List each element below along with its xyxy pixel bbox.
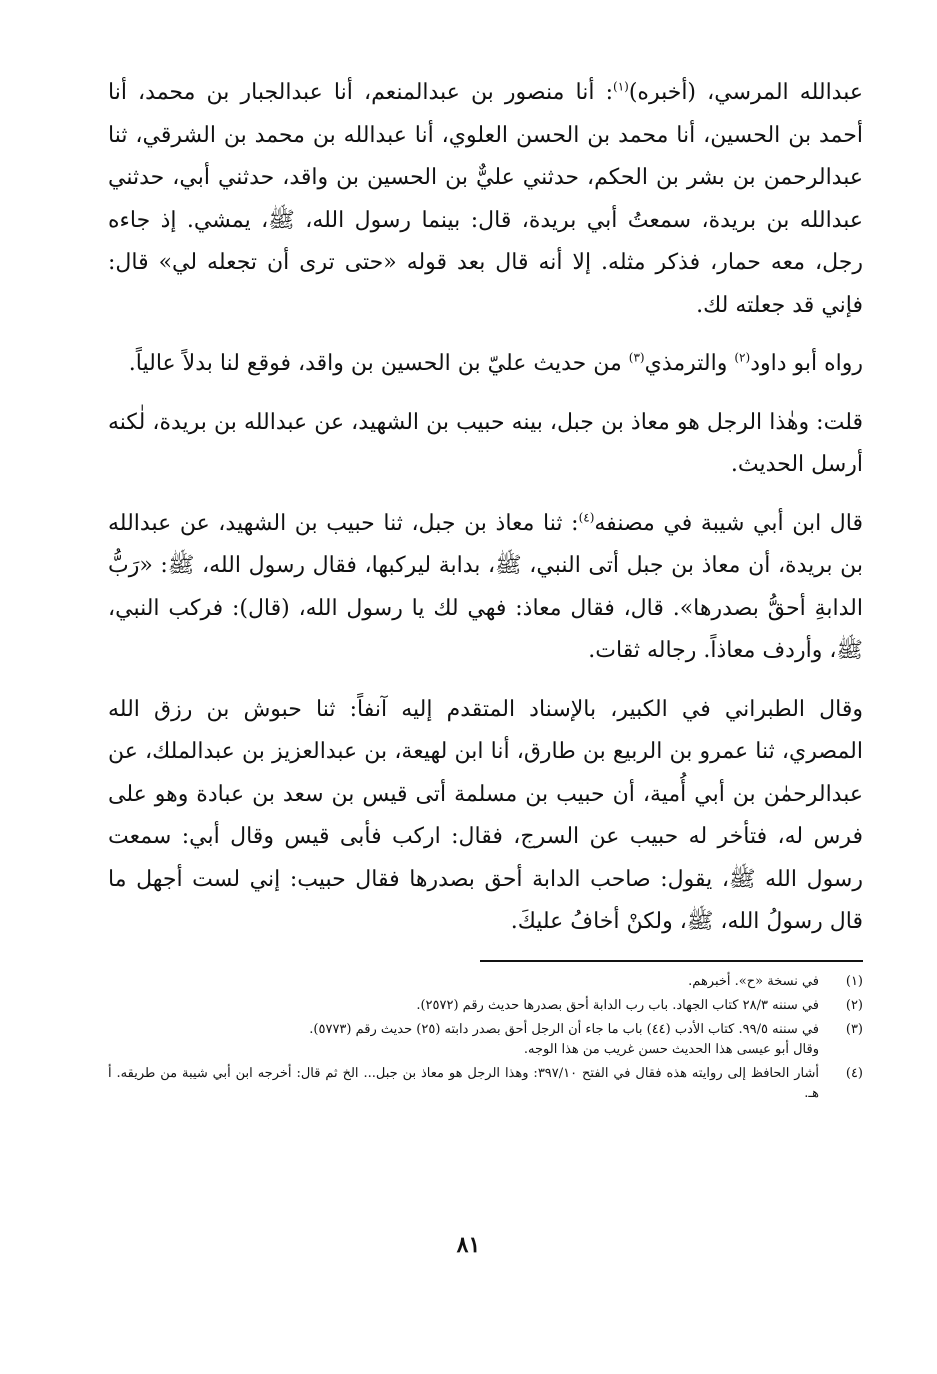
footnote-ref-2[interactable]: (٢) xyxy=(734,350,751,365)
text: قلت: وهٰذا الرجل هو معاذ بن جبل، بينه حبيب بن الشهيد، عن عبدالله بن بريدة، لٰكنه أرسل الحديث. xyxy=(108,409,863,477)
footnote-number: (٤) xyxy=(845,1065,863,1081)
paragraph-isnad xyxy=(108,72,863,327)
footnote-line: أشار الحافظ إلى روايته هذه فقال في الفتح ٣٩٧/١٠: وهذا الرجل هو معاذ بن جبل... الخ ثم قال: أخرجه ابن أبي شيبة من طريقه. أ هـ. xyxy=(108,1065,819,1101)
footnote-line: في سننه ٢٨/٣ كتاب الجهاد. باب رب الدابة أحق بصدرها حديث رقم (٢٥٧٢). xyxy=(416,997,819,1013)
footnote-ref-4[interactable]: (٤) xyxy=(578,510,595,525)
footnote-line: وقال أبو عيسى هذا الحديث حسن غريب من هذا الوجه. xyxy=(523,1041,819,1057)
paragraph-qultu xyxy=(108,402,863,487)
footnotes xyxy=(108,972,863,1104)
paragraph-tabarani xyxy=(108,689,863,944)
footnote-number: (١) xyxy=(845,973,863,989)
footnote-text xyxy=(108,996,819,1016)
footnote-number: (٣) xyxy=(845,1021,863,1037)
text: من حديث عليّ بن الحسين بن واقد، فوقع لنا بدلاً عالياً. xyxy=(128,351,629,376)
footnote-line: في نسخة «ح». أخبرهم. xyxy=(688,973,819,989)
footnote-ref-1[interactable]: (١) xyxy=(613,79,629,94)
footnote-number: (٢) xyxy=(845,997,863,1013)
text: رواه أبو داود xyxy=(750,351,863,376)
text: والترمذي xyxy=(644,351,735,376)
footnote-3 xyxy=(108,1020,863,1060)
footnote-2 xyxy=(108,996,863,1016)
footnote-line: في سننه ٩٩/٥. كتاب الأدب (٤٤) باب ما جاء أن الرجل أحق بصدر دابته (٢٥) حديث رقم (٥٧٧٣). xyxy=(309,1021,819,1037)
text: : ثنا معاذ بن جبل، ثنا حبيب بن الشهيد، عن عبدالله بن بريدة، أن معاذ بن جبل أتى النبي، ﷺ، بدابة ليركبها، فقال رسول الله، ﷺ: «رَبُّ الدابةِ أحقُّ بصدرها». قال، فقال معاذ: فهي لك يا رسول الله، (قال): فركب النبي، ﷺ، وأردف معاذاً. رجاله ثقات. xyxy=(108,510,863,663)
paragraph-ibn-abi-shayba xyxy=(108,503,863,673)
text: قال ابن أبي شيبة في مصنفه xyxy=(594,510,864,536)
text: وقال الطبراني في الكبير، بالإسناد المتقدم إليه آنفاً: ثنا حبوش بن رزق الله المصري، ثنا عمرو بن الربيع بن طارق، أنا ابن لهيعة، بن عبدالعزيز بن عبدالملك، عن عبدالرحمٰن بن أبي أُمية، أن حبيب بن مسلمة أتى قيس بن سعد بن عبادة وهو على فرس له، فتأخر له حبيب عن السرج، فقال: اركب فأبى قيس وقال أبي: سمعت رسول الله ﷺ، يقول: صاحب الدابة أحق بصدرها فقال حبيب: إني لست أجهل ما قال رسولُ الله، ﷺ، ولكنْ أخافُ عليكَ. xyxy=(108,696,863,934)
page-number: ٨١ xyxy=(456,1232,481,1258)
footnote-text xyxy=(108,1064,819,1104)
footnote-1 xyxy=(108,972,863,992)
text: عبدالله المرسي، (أخبره) xyxy=(628,80,863,105)
footnote-text xyxy=(108,972,819,992)
paragraph-riwaya xyxy=(108,343,863,386)
footnote-ref-3[interactable]: (٣) xyxy=(628,350,645,365)
text: : أنا منصور بن عبدالمنعم، أنا عبدالجبار بن محمد، أنا أحمد بن الحسين، أنا محمد بن الحسن العلوي، أنا عبدالله بن محمد بن الشرقي، ثنا عبدالرحمن بن بشر بن الحكم، حدثني عليٌّ بن الحسين بن واقد، حدثني أبي، حدثني عبدالله بن بريدة، سمعتُ أبي بريدة، قال: بينما رسول الله، ﷺ، يمشي. إذ جاءه رجل، معه حمار، فذكر مثله. إلا أنه قال بعد قوله «حتى ترى أن تجعله لي» قال: فإني قد جعلته لك. xyxy=(108,80,863,318)
footnote-4 xyxy=(108,1064,863,1104)
footnote-separator xyxy=(480,960,863,962)
footnote-text xyxy=(108,1020,819,1060)
